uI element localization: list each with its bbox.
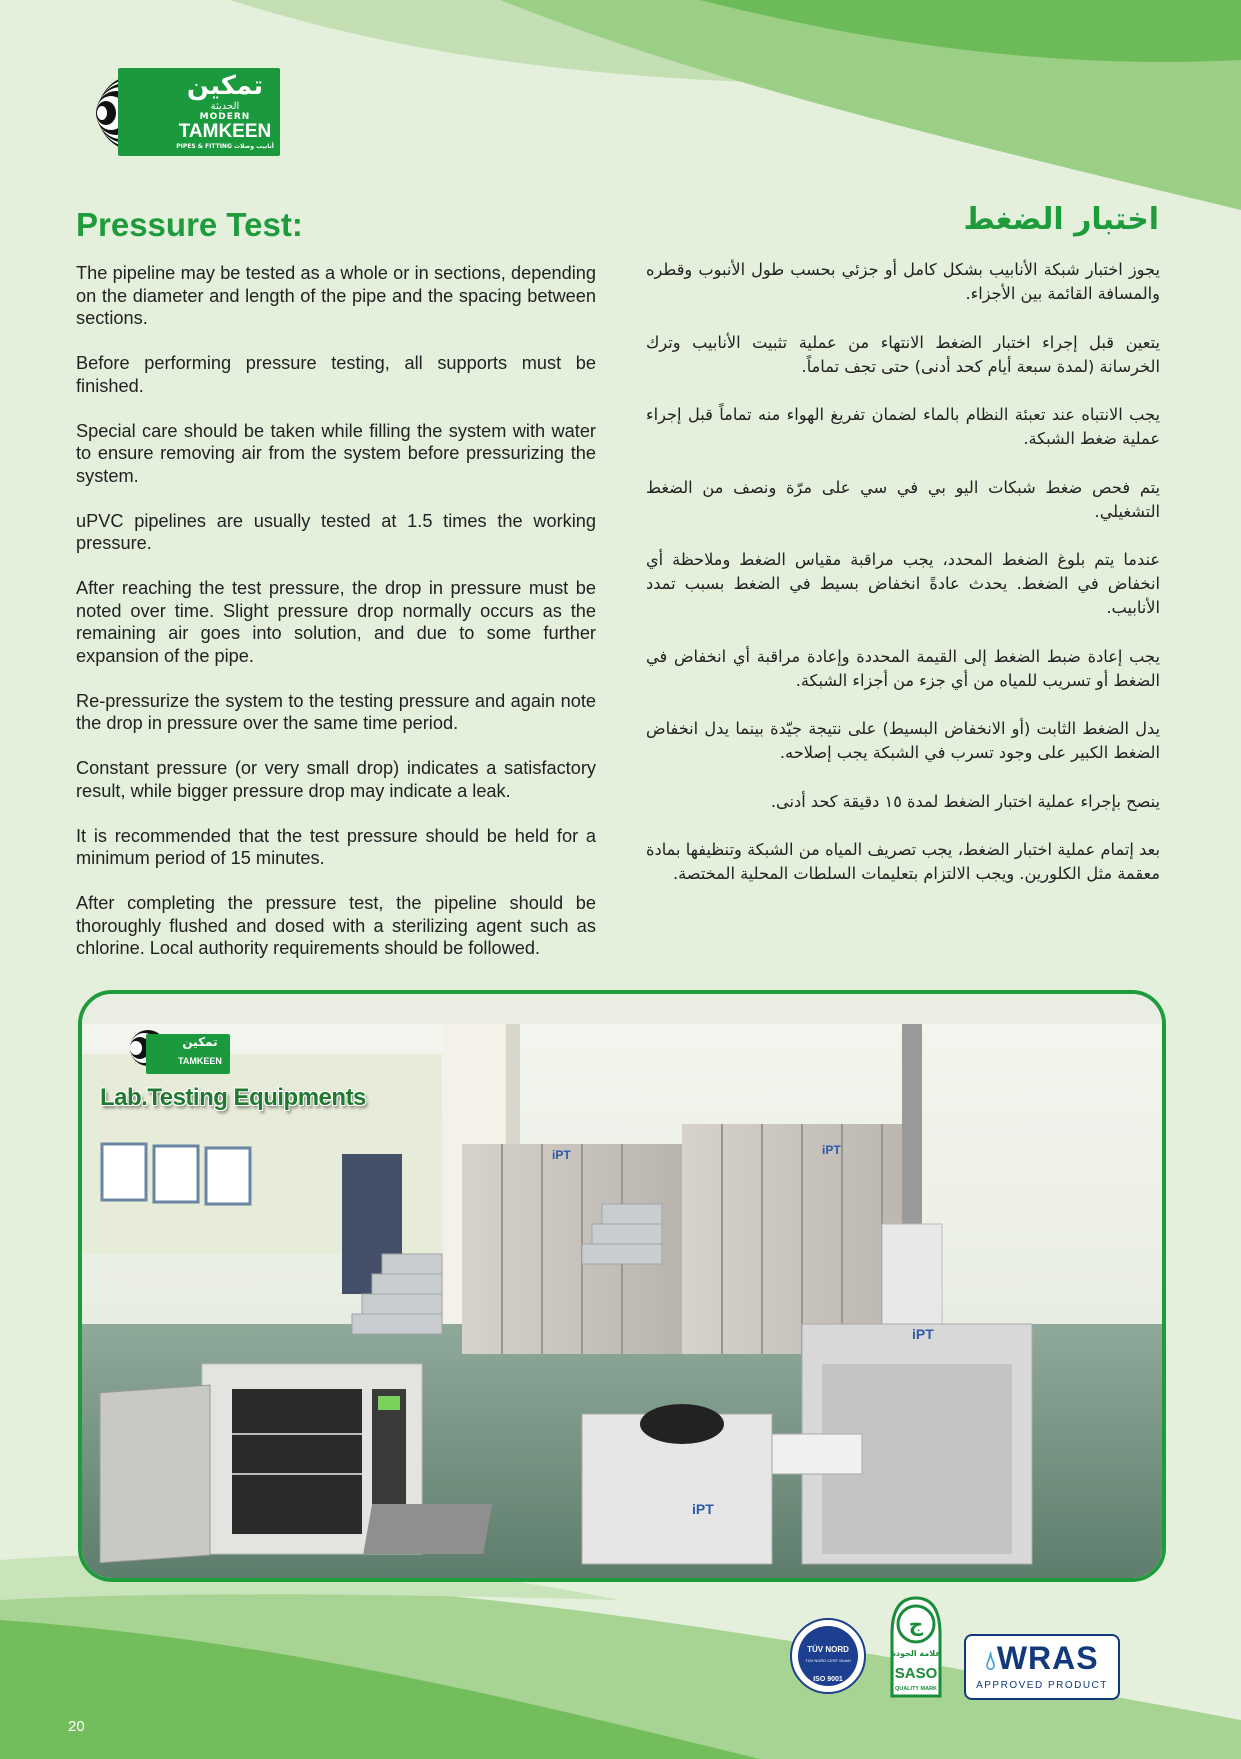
- page-number: 20: [68, 1718, 85, 1735]
- lab-photo-logo: [118, 1030, 230, 1076]
- ipt-mark: iPT: [692, 1501, 714, 1517]
- mini-logo-english: TAMKEEN: [178, 1056, 222, 1066]
- lab-photo-logo-box: [146, 1034, 230, 1074]
- ipt-mark: iPT: [822, 1143, 841, 1157]
- arabic-paragraph: يتم فحص ضغط شبكات اليو بي في سي على مرّة ونصف من الضغط التشغيلي.: [646, 477, 1160, 521]
- lab-photo: [78, 990, 1166, 1582]
- lab-scene-illustration: [82, 994, 1162, 1578]
- saso-quality-mark-badge: [888, 1594, 944, 1700]
- svg-text:ج: ج: [908, 1612, 924, 1636]
- arabic-paragraph: يجب إعادة ضبط الضغط إلى القيمة المحددة وإعادة مراقبة أي انخفاض في الضغط أو تسريب للمياه من أي جزء من أجزاء الشبكة.: [646, 646, 1160, 690]
- water-drop-icon: 💧︎: [985, 1645, 997, 1675]
- logo-arabic-name: تمكين: [186, 71, 264, 101]
- logo-modern: MODERN: [199, 112, 251, 122]
- arabic-column: [646, 258, 1160, 911]
- wras-approved-badge: [964, 1634, 1120, 1700]
- english-paragraph: The pipeline may be tested as a whole or in sections, depending on the diameter and length of the pipe and the spacing between sections.: [76, 263, 596, 328]
- tuv-sub: TÜV NORD CERT GmbH: [805, 1658, 851, 1663]
- arabic-paragraph: يدل الضغط الثابت (أو الانخفاض البسيط) على نتيجة جيّدة بينما يدل انخفاض الضغط الكبير على وجود تسرب في الشبكة يجب إصلاحه.: [646, 719, 1160, 762]
- wras-sub: APPROVED PRODUCT: [976, 1680, 1108, 1691]
- saso-arabic: علامة الجودة: [891, 1649, 941, 1658]
- english-paragraph: After completing the pressure test, the pipeline should be thoroughly flushed and dosed with a sterilizing agent such as chlorine. Local authority requirements should be followed.: [76, 893, 596, 958]
- arabic-paragraph: يجب الانتباه عند تعبئة النظام بالماء لضمان تفريغ الهواء منه تماماً قبل إجراء عملية ضغط الشبكة.: [646, 405, 1160, 448]
- tuv-iso: ISO 9001: [813, 1676, 843, 1683]
- arabic-paragraph: ينصح بإجراء عملية اختبار الضغط لمدة ١٥ دقيقة كحد أدنى.: [770, 791, 1160, 811]
- logo-arabic-sub: الحديثة: [210, 101, 240, 112]
- tuv-nord-iso-badge: [790, 1618, 866, 1694]
- english-paragraph: uPVC pipelines are usually tested at 1.5 times the working pressure.: [76, 510, 596, 553]
- logo-tagline: PIPES & FITTING أنابيب وصلات: [176, 143, 274, 150]
- english-paragraph: Before performing pressure testing, all supports must be finished.: [76, 353, 596, 396]
- lab-caption: Lab.Testing Equipments: [100, 1084, 366, 1111]
- english-paragraph: It is recommended that the test pressure should be held for a minimum period of 15 minutes.: [76, 825, 596, 868]
- english-column: [76, 262, 596, 982]
- english-paragraph: Constant pressure (or very small drop) indicates a satisfactory result, while bigger pressure drop may indicate a leak.: [76, 758, 596, 801]
- ipt-mark: iPT: [912, 1326, 934, 1342]
- english-paragraph: After reaching the test pressure, the drop in pressure must be noted over time. Slight pressure drop normally occurs as the remaining air goes into solution, and due to some further expansion of the pipe.: [76, 578, 596, 666]
- logo-tamkeen: TAMKEEN: [178, 121, 272, 142]
- arabic-paragraph: بعد إتمام عملية اختبار الضغط، يجب تصريف المياه من الشبكة وتنظيفها بمادة معقمة مثل الكلورين. ويجب الالتزام بتعليمات السلطات المحلية المختصة.: [646, 840, 1160, 883]
- arabic-paragraph: يجوز اختبار شبكة الأنابيب بشكل كامل أو جزئي بحسب طول الأنبوب وقطره والمسافة القائمة بين الأجزاء.: [646, 260, 1160, 303]
- english-paragraph: Re-pressurize the system to the testing pressure and again note the drop in pressure over the same time period.: [76, 690, 596, 733]
- logo-box: [118, 68, 280, 156]
- wras-name-text: WRAS: [996, 1640, 1099, 1676]
- arabic-paragraph: يتعين قبل إجراء اختبار الضغط الانتهاء من عملية تثبيت الأنابيب وترك الخرسانة (لمدة سبعة أيام كحد أدنى) حتى تجف تماماً.: [646, 332, 1160, 376]
- brand-logo: [76, 68, 281, 158]
- tuv-name: TÜV NORD: [807, 1645, 849, 1654]
- wras-name: [966, 1640, 1118, 1677]
- english-heading: Pressure Test:: [76, 206, 303, 243]
- arabic-paragraph: عندما يتم بلوغ الضغط المحدد، يجب مراقبة مقياس الضغط وملاحظة أي انخفاض في الضغط. يحدث عادةً انخفاض بسيط في الضغط بسبب تمدد الأنابيب.: [646, 550, 1160, 617]
- ipt-mark: iPT: [552, 1148, 571, 1162]
- saso-sub: QUALITY MARK: [894, 1686, 938, 1692]
- english-paragraph: Special care should be taken while filling the system with water to ensure removing air from the system before pressurizing the system.: [76, 420, 596, 486]
- arabic-heading: اختبار الضغط: [963, 202, 1159, 237]
- saso-name: SASO: [894, 1665, 938, 1682]
- mini-logo-arabic: تمكين: [182, 1035, 218, 1049]
